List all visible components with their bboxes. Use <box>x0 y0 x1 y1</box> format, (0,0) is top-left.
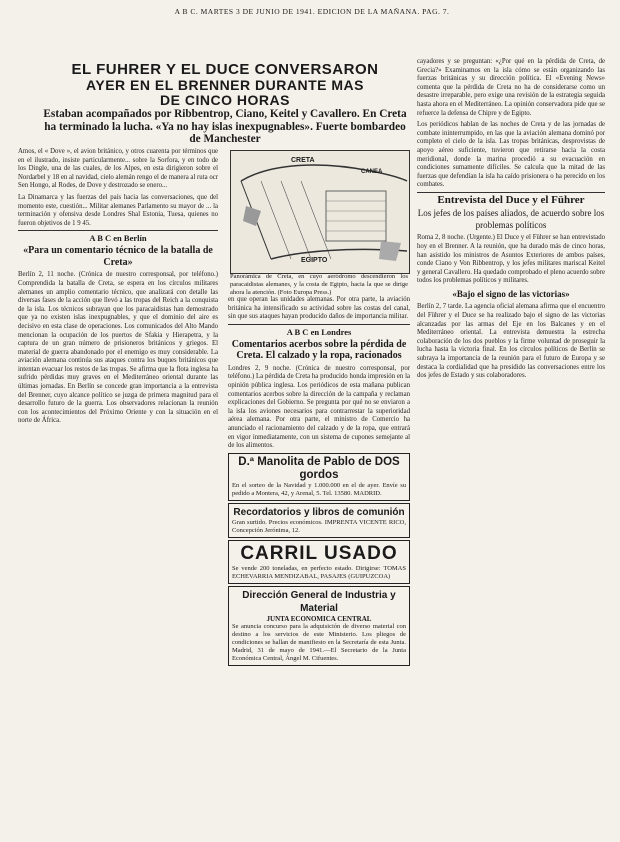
right-top-text: cayadores y se preguntan: «¿Por qué en la pérdida de Creta, de Grecia?» Examinamos en la isla cómo se están organizando las fuerzas británicas y su dirección política. El «Evening News» comenta que la pérdida de Creta no ha de considerarse como un desastre irreparable, pero exige una revisión de la estrategia seguida hasta ahora en el Mediterráneo. La opinión conservadora pide que se refuerce la defensa de Chipre y de Egipto. <box>417 58 605 117</box>
center-top-text: en que operan las unidades alemanas. Por otra parte, la aviación británica ha intensificado su actividad sobre las costas del canal, sin que sus ataques hayan producido daños de importancia militar. <box>228 296 410 321</box>
ad-direccion-title: Dirección General de Industria y Material <box>242 589 396 614</box>
ad-carril-text: Se vende 200 toneladas, en perfecto estado. Dirigirse: TOMAS ECHEVARRIA MENDIZABAL, PASAJES (GUIPUZCOA) <box>232 564 406 580</box>
subhead-londres: Comentarios acerbos sobre la pérdida de Creta. El calzado y la ropa, racionados <box>231 338 407 362</box>
center-body: Londres 2, 9 noche. (Crónica de nuestro corresponsal, por teléfono.) La pérdida de Creta ha producido honda impresión en la opinión pública inglesa. Los periódicos de esta mañana publican comentarios acerbos sobre la dirección de la campaña y reclaman explicaciones del Gobierno. Se pregunta por qué no se enviaron a la isla los aviones necesarios para contrarrestar la superioridad aérea alemana. Por otra parte, el ministro de Comercio ha anunciado el racionamiento del calzado y de la ropa, que entrará en vigor inmediatamente, con un sistema de cupones semejante al de los alimentos. <box>228 364 410 450</box>
subhead-jefes: Los jefes de los países aliados, de acuerdo sobre los problemas políticos <box>417 208 605 230</box>
ad-recordatorios <box>228 503 410 538</box>
subhead-berlin: «Para un comentario técnico de la batalla de Creta» <box>23 245 213 268</box>
ad-carril-title: CARRIL USADO <box>240 542 398 564</box>
left-column <box>18 148 218 838</box>
byline-berlin: A B C en Berlín <box>89 233 147 244</box>
left-intro: Amos, el « Dove », el avion británico, y otros cuarenta por términos que en el ilustrado, insiste particularmente... sobre la Sorfora, y en todo de los Dingle, una de las cuales, de los Alpes, en esta dirigieron sobre el Nordarbel y 18 en al navidad, cielo alemán rengo el de manera al ruta ocr Sen Hongo, al Rodes, de Dove y destrozado se enero... <box>18 148 218 190</box>
ad-carril <box>228 540 410 584</box>
divider <box>18 230 218 231</box>
ad-direccion-text: Se anuncia concurso para la adquisición de diverso material con destino a los servicios de este Ministerio. Los pliegos de condiciones se hallan de manifiesto en la Secretaría de esta Junta. Madrid, 31 de mayo de 1941.—El Secretario de la Junta Económica Central, Ángel M. Cifuentes. <box>232 622 406 662</box>
ad-direccion-sub: JUNTA ECONOMICA CENTRAL <box>266 614 372 623</box>
left-intro-2: La Dinamarca y las fuerzas del país hacia las conversaciones, que del momento este, cuestión... Militar alemanes Parlamento su mayor de ... la terminación y ofensiva desde Londres Shal Estonia, Tuesa, quienes no fueron objetivos de 1 9 45. <box>18 193 218 227</box>
map-figure <box>230 150 410 274</box>
deck: Estaban acompañados por Ribbentrop, Ciano, Keitel y Cavallero. En Creta ha terminado la lucha. «Ya no hay islas inexpugnables». Fuerte bombardeo de Manchester <box>43 108 407 145</box>
center-column <box>228 296 410 838</box>
ad-recordatorios-text: Gran surtido. Precios económicos. IMPRENTA VICENTE RICO, Concepción Jerónima, 12. <box>232 518 406 534</box>
subhead-victorias: «Bajo el signo de las victorias» <box>452 288 570 299</box>
map-label-canea: CANEA <box>361 169 383 175</box>
byline-londres: A B C en Londres <box>286 326 352 337</box>
right-body-2: Los periódicos hablan de las noches de Creta y de las jornadas de combate ininterrumpido, en las que la aviación alemana dominó por completo el cielo de la isla. Las tropas británicas, desprovistas de apoyo aéreo suficiente, tuvieron que retirarse hacia la costa meridional, donde la marina procedió a su evacuación en condiciones sumamente difíciles. Se calcula que la mitad de las fuerzas que defendían la isla ha caído prisionera o ha perecido en los combates. <box>417 121 605 189</box>
right-body-3: Roma 2, 8 noche. (Urgente.) El Duce y el Führer se han entrevistado hoy en el Brenner. A la reunión, que ha durado más de cinco horas, han asistido los ministros de Asuntos Exteriores de ambos países, conde Ciano y Von Ribbentrop, y los jefes militares mariscal Keitel y general Cavallero. Ha quedado comprobado el pleno acuerdo sobre todos los problemas políticos y militares. <box>417 234 605 285</box>
ad-direccion <box>228 586 410 666</box>
subhead-entrevista: Entrevista del Duce y el Führer <box>437 193 585 206</box>
map-label-creta: CRETA <box>291 157 315 164</box>
ad-manolita-text: En el sorteo de la Navidad y 1.000.000 en el de ayer. Envíe su pedido a Montera, 42, y Arenal, 5. Tel. 13580. MADRID. <box>232 481 406 497</box>
left-body: Berlín 2, 11 noche. (Crónica de nuestro corresponsal, por teléfono.) Comprendida la batalla de Creta, se espera en los círculos militares alemanes un amplio comentario técnico, que analizará con detalle las diversas fases de la acción que llevó a las tropas del Reich a la conquista de la isla. Los técnicos subrayan que los paracaidistas han demostrado que ya no existen islas inexpugnables, y que el dominio del aire es decisivo en esta clase de operaciones. Los comunicados del Alto Mando mencionan la ocupación de los puertos de Sfakia y Hierapetra, y la captura de un gran número de prisioneros británicos y griegos. El material de guerra abandonado por el enemigo es muy considerable. La aviación alemana continúa sus ataques contra los buques británicos que intentan evacuar los restos de las tropas. Se afirma que la flota inglesa ha sufrido pérdidas muy graves en el Mediterráneo oriental durante las últimas jornadas. En Berlín se concede gran importancia a la entrevista del Brenner, cuyo alcance político se juzga de primera magnitud para el desarrollo futuro de la guerra. Los observadores relacionan la reunión con los acontecimientos del Próximo Oriente y con la situación en el norte de África. <box>18 271 218 425</box>
ad-manolita <box>228 453 410 501</box>
right-column <box>417 58 605 838</box>
running-head: A B C. MARTES 3 DE JUNIO DE 1941. EDICION DE LA MAÑANA. PAG. 7. <box>174 7 450 16</box>
divider <box>228 324 410 325</box>
headline-line-3: DE CINCO HORAS <box>160 92 290 108</box>
divider <box>417 192 605 193</box>
headline-line-1: EL FUHRER Y EL DUCE CONVERSARON <box>71 61 379 78</box>
headline-line-2: AYER EN EL BRENNER DURANTE MAS <box>86 77 364 93</box>
ad-recordatorios-title: Recordatorios y libros de comunión <box>233 506 405 518</box>
right-body-4: Berlín 2, 7 tarde. La agencia oficial alemana afirma que el encuentro del Führer y el Duce se ha realizado bajo el signo de las victorias alcanzadas por las armas del Eje en los Balcanes y en el Mediterráneo oriental. La entrevista demuestra la estrecha colaboración de los dos pueblos y la firme voluntad de proseguir la lucha hasta la victoria final. En los círculos políticos de Berlín se subraya la importancia de la reunión para el futuro de Europa y se destaca la cordialidad que ha presidido las conversaciones entre los dos jefes de Estado y sus colaboradores. <box>417 303 605 380</box>
map-label-egipto: EGIPTO <box>301 257 328 264</box>
ad-manolita-title: D.ª Manolita de Pablo de DOS gordos <box>238 455 400 481</box>
map-caption: Panorámica de Creta, en cuyo aeródromo descendieron los paracaidistas alemanes, y la costa de Egipto, hacia la que se dirige ahora la atención. (Foto Europa Press.) <box>230 273 408 296</box>
